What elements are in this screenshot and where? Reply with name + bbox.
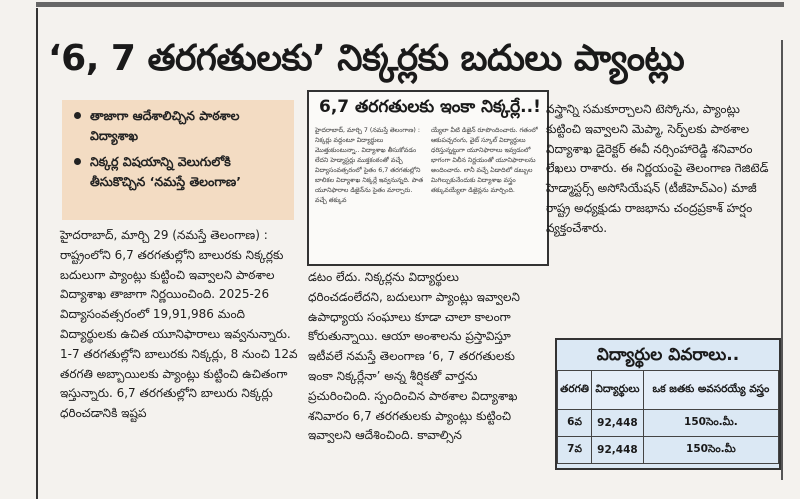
article-column-1: హైదరాబాద్, మార్చి 29 (నమస్తే తెలంగాణ) : రాష్ట్రంలోని 6,7 తరగతుల్లోని బాలురకు నిక్కర్లకు బదులుగా ప్యాంట్లు కుట్టించి ఇవ్వాలని పాఠశాల విద్యాశాఖ తాజాగా నిర్ణయించింది. 2025-26 విద్యాసంవత్సరంలో 19,91,986 మంది విద్యార్థులకు ఉచిత యూనిఫారాలు ఇవ్వనున్నారు. 1-7 తరగతుల్లోని బాలురకు నిక్కర్లు, 8 నుంచి 12వ తరగతి అబ్బాయిలకు ప్యాంట్లు కుట్టించి ఉచితంగా ఇస్తున్నారు. 6,7 తరగతుల్లోని బాలురు నిక్కర్లు ధరించడానికి ఇష్టప bbox=[60, 228, 298, 421]
student-details-table bbox=[557, 370, 779, 464]
page-top-bar bbox=[36, 2, 784, 7]
header-students: విద్యార్థులు bbox=[592, 371, 644, 410]
table-title: విద్యార్థుల వివరాలు.. bbox=[596, 345, 740, 365]
bullet-icon bbox=[74, 158, 81, 165]
student-details-box bbox=[555, 338, 781, 470]
table-row: 6వ 92,448 150సెం.మీ. bbox=[558, 410, 779, 437]
highlights-box bbox=[62, 100, 294, 220]
table-header-row bbox=[558, 371, 779, 410]
inset-clipping bbox=[307, 90, 549, 266]
inset-text: హైదరాబాద్, మార్చి 7 (నమస్తే తెలంగాణ) : నిక్కర్లు వద్దంటూ విద్యార్థులు మొత్తుకుంటున్నా.. విద్యాశాఖ తీసుకోవడం లేదని హెడ్మాస్టర్లు ముక్తకంఠంతో వచ్చే విద్యాసంవత్సరంలో సైతం 6,7 తరగతుల్లోని బాలికల విద్యాశాఖ నిక్కర్లే ఇవ్వనున్నది. పాత యూనిఫారాల డిజైన్‌ను సైతం మార్చారు. వచ్చే తక్కువ య్యేలా వీటి డిజైన్ రూపొందించారు. గతంలో ఆకుపచ్చరంగు, వైట్ స్కూల్ విద్యార్థులు ధరిస్తున్నట్టుగా యూనిఫారాలు ఇవ్వడంలో భాగంగా విలీన నిర్ణయంతో యూనిఫారాలను అందించారు. లానీ వచ్చే ఏడాదిలో డబ్బుల మిగిల్చుకునేందుకు విద్యాశాఖ వస్త్రం తక్కువయ్యేలా డిజైన్లను మార్చింది. bbox=[315, 127, 538, 204]
table-row: 7వ 92,448 150సెం.మీ bbox=[558, 437, 779, 464]
bullet-icon bbox=[74, 112, 81, 119]
article-column-2: డటం లేదు. నిక్కర్లను విద్యార్థులు ధరించడంలేదని, బదులుగా ప్యాంట్లు ఇవ్వాలని ఉపాధ్యాయ సంఘాలు కూడా చాలా కాలంగా కోరుతున్నాయి. ఆయా అంశాలను ప్రస్తావిస్తూ ఇటీవలే నమస్తే తెలంగాణ ‘6, 7 తరగతులకు ఇంకా నిక్కర్లేనా’ అన్న శీర్షికతో వార్తను ప్రచురించింది. స్పందించిన పాఠశాల విద్యాశాఖ శనివారం 6,7 తరగతులకు ప్యాంట్లు కుట్టించి ఇవ్వాలని ఆదేశించింది. కావాల్సిన bbox=[308, 270, 520, 443]
inset-title: 6,7 తరగతులకు ఇంకా నిక్కర్లే..! bbox=[319, 97, 541, 117]
header-class: తరగతి bbox=[558, 371, 592, 410]
left-column-rule bbox=[36, 8, 38, 499]
headline: ‘6, 7 తరగతులకు’ నిక్కర్లకు బదులు ప్యాంట్లు bbox=[48, 38, 685, 79]
highlight-item: నిక్కర్ల విషయాన్ని వెలుగులోకి తీసుకొచ్చిన ‘నమస్తే తెలంగాణ’ bbox=[72, 152, 288, 192]
header-cloth: ఒక జతకు అవసరయ్యే వస్త్రం bbox=[643, 371, 778, 410]
right-column-rule bbox=[781, 40, 783, 480]
highlight-item: తాజాగా ఆదేశాలిచ్చిన పాఠశాల విద్యాశాఖ bbox=[72, 106, 288, 146]
article-column-3: వస్త్రాన్ని సమకూర్చాలని టెస్కోను, ప్యాంట్లు కుట్టించి ఇవ్వాలని మెప్మా, సెర్ప్‌లకు పాఠశాల విద్యాశాఖ డైరెక్టర్ ఈవీ నర్సింహారెడ్డి శనివారం లేఖలు రాశారు. ఈ నిర్ణయంపై తెలంగాణ గెజిటెడ్ హెడ్మాస్టర్స్ అసోసియేషన్ (టీజీహెచ్‌ఎం) మాజీ రాష్ట్ర అధ్యక్షుడు రాజభాను చంద్రప్రకాశ్ హర్షం వ్యక్తంచేశారు. bbox=[546, 102, 769, 235]
